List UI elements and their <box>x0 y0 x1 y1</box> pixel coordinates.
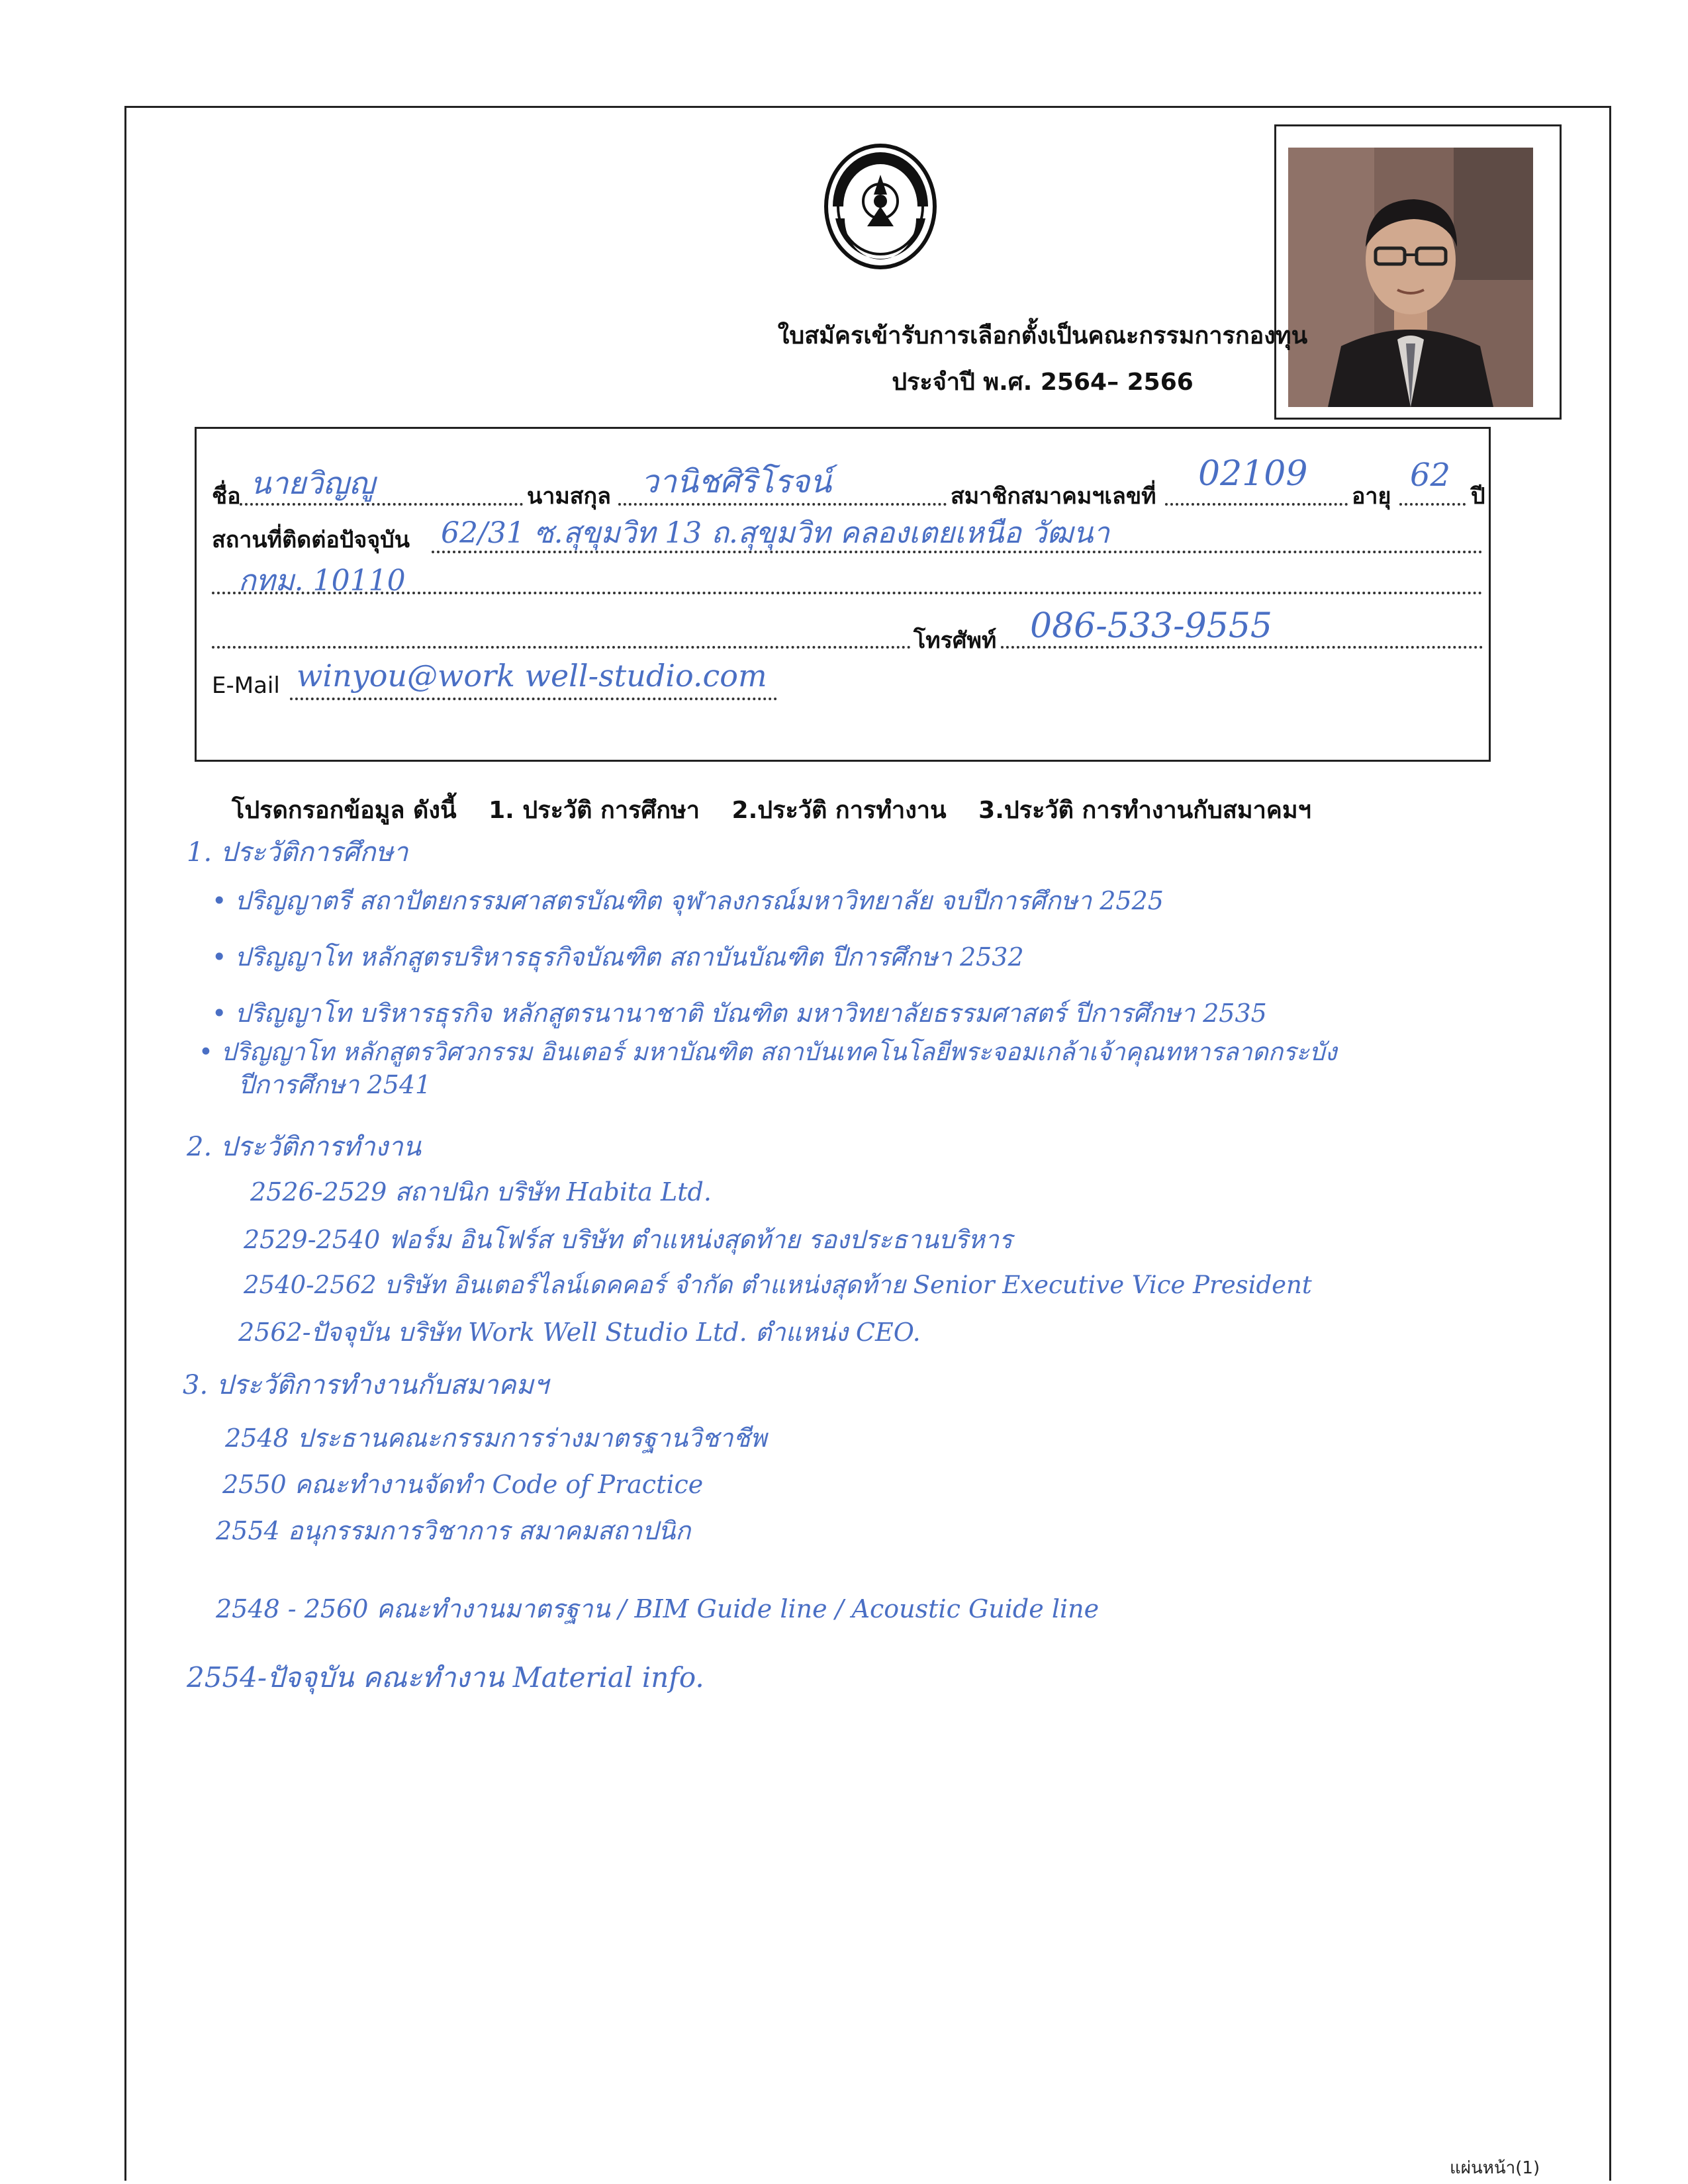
instructions-lead: โปรดกรอกข้อมูล ดังนี้ <box>232 797 457 824</box>
association-history-line-1: 2548 ประธานคณะกรรมการร่างมาตรฐานวิชาชีพ <box>225 1424 767 1453</box>
education-line-1: • ปริญญาตรี สถาปัตยกรรมศาสตรบัณฑิต จุฬาลงกรณ์มหาวิทยาลัย จบปีการศึกษา 2525 <box>212 886 1164 915</box>
instructions-item-2: 2.ประวัติ การทำงาน <box>731 797 947 824</box>
work-history-line-1: 2526-2529 สถาปนิก บริษัท Habita Ltd. <box>250 1177 712 1206</box>
name-value: นายวิญญู <box>250 465 375 501</box>
year-unit-label: ปี <box>1471 483 1485 510</box>
name-label: ชื่อ <box>212 483 241 510</box>
education-line-2: • ปริญญาโท หลักสูตรบริหารธุรกิจบัณฑิต สถาบันบัณฑิต ปีการศึกษา 2532 <box>212 942 1024 972</box>
work-history-line-3: 2540-2562 บริษัท อินเตอร์ไลน์เดคคอร์ จำกัด ตำแหน่งสุดท้าย Senior Executive Vice President <box>244 1271 1312 1299</box>
address-label: สถานที่ติดต่อปัจจุบัน <box>212 527 410 553</box>
education-line-5: ปีการศึกษา 2541 <box>238 1070 432 1099</box>
phone-label: โทรศัพท์ <box>914 627 997 654</box>
phone-value: 086-533-9555 <box>1030 606 1272 646</box>
association-history-line-3: 2554 อนุกรรมการวิชาการ สมาคมสถาปนิก <box>216 1516 691 1545</box>
email-label: E-Mail <box>212 672 280 699</box>
phone-leading-dotline <box>212 646 911 649</box>
member-number-value: 02109 <box>1198 454 1308 494</box>
association-logo <box>821 140 940 273</box>
education-line-3: • ปริญญาโท บริหารธุรกิจ หลักสูตรนานาชาติ บัณฑิต มหาวิทยาลัยธรรมศาสตร์ ปีการศึกษา 2535 <box>212 999 1267 1028</box>
age-value: 62 <box>1410 457 1451 494</box>
work-history-line-2: 2529-2540 ฟอร์ม อินโฟร์ส บริษัท ตำแหน่งสุดท้าย รองประธานบริหาร <box>244 1225 1013 1254</box>
form-title: ใบสมัครเข้ารับการเลือกตั้งเป็นคณะกรรมการกองทุน <box>777 322 1308 349</box>
instructions-item-3: 3.ประวัติ การทำงานกับสมาคมฯ <box>978 797 1311 824</box>
surname-label: นามสกุล <box>527 483 611 510</box>
address-line-2: กทม. 10110 <box>238 564 406 598</box>
member-number-dotline <box>1165 503 1348 506</box>
surname-value: วานิชศิริโรจน์ <box>641 463 832 500</box>
education-line-4: • ปริญญาโท หลักสูตรวิศวกรรม อินเตอร์ มหาบัณฑิต สถาบันเทคโนโลยีพระจอมเกล้าเจ้าคุณทหารลาดกระบัง <box>199 1038 1337 1066</box>
member-number-label: สมาชิกสมาคมฯเลขที่ <box>951 483 1156 510</box>
form-subtitle: ประจำปี พ.ศ. 2564– 2566 <box>892 369 1194 396</box>
instructions-line <box>232 791 1335 829</box>
association-history-line-4: 2548 - 2560 คณะทำงานมาตรฐาน / BIM Guide line / Acoustic Guide line <box>216 1594 1100 1623</box>
instructions-item-1: 1. ประวัติ การศึกษา <box>489 797 700 824</box>
association-history-line-2: 2550 คณะทำงานจัดทำ Code of Practice <box>222 1470 704 1499</box>
age-dotline <box>1399 503 1466 506</box>
association-history-heading: 3. ประวัติการทำงานกับสมาคมฯ <box>183 1370 549 1400</box>
education-heading: 1. ประวัติการศึกษา <box>187 837 408 868</box>
email-dotline <box>290 698 777 700</box>
age-label: อายุ <box>1352 483 1391 510</box>
email-value: winyou@work well-studio.com <box>297 658 767 694</box>
work-history-heading: 2. ประวัติการทำงาน <box>187 1132 422 1162</box>
association-history-line-5: 2554-ปัจจุบัน คณะทำงาน Material info. <box>187 1661 704 1694</box>
page-number: แผ่นหน้า(1) <box>1450 2158 1540 2178</box>
work-history-line-4: 2562-ปัจจุบัน บริษัท Work Well Studio Ltd. ตำแหน่ง CEO. <box>238 1318 921 1347</box>
address-line-1: 62/31 ซ.สุขุมวิท 13 ถ.สุขุมวิท คลองเตยเหนือ วัฒนา <box>441 516 1109 550</box>
phone-dotline <box>1001 646 1483 649</box>
